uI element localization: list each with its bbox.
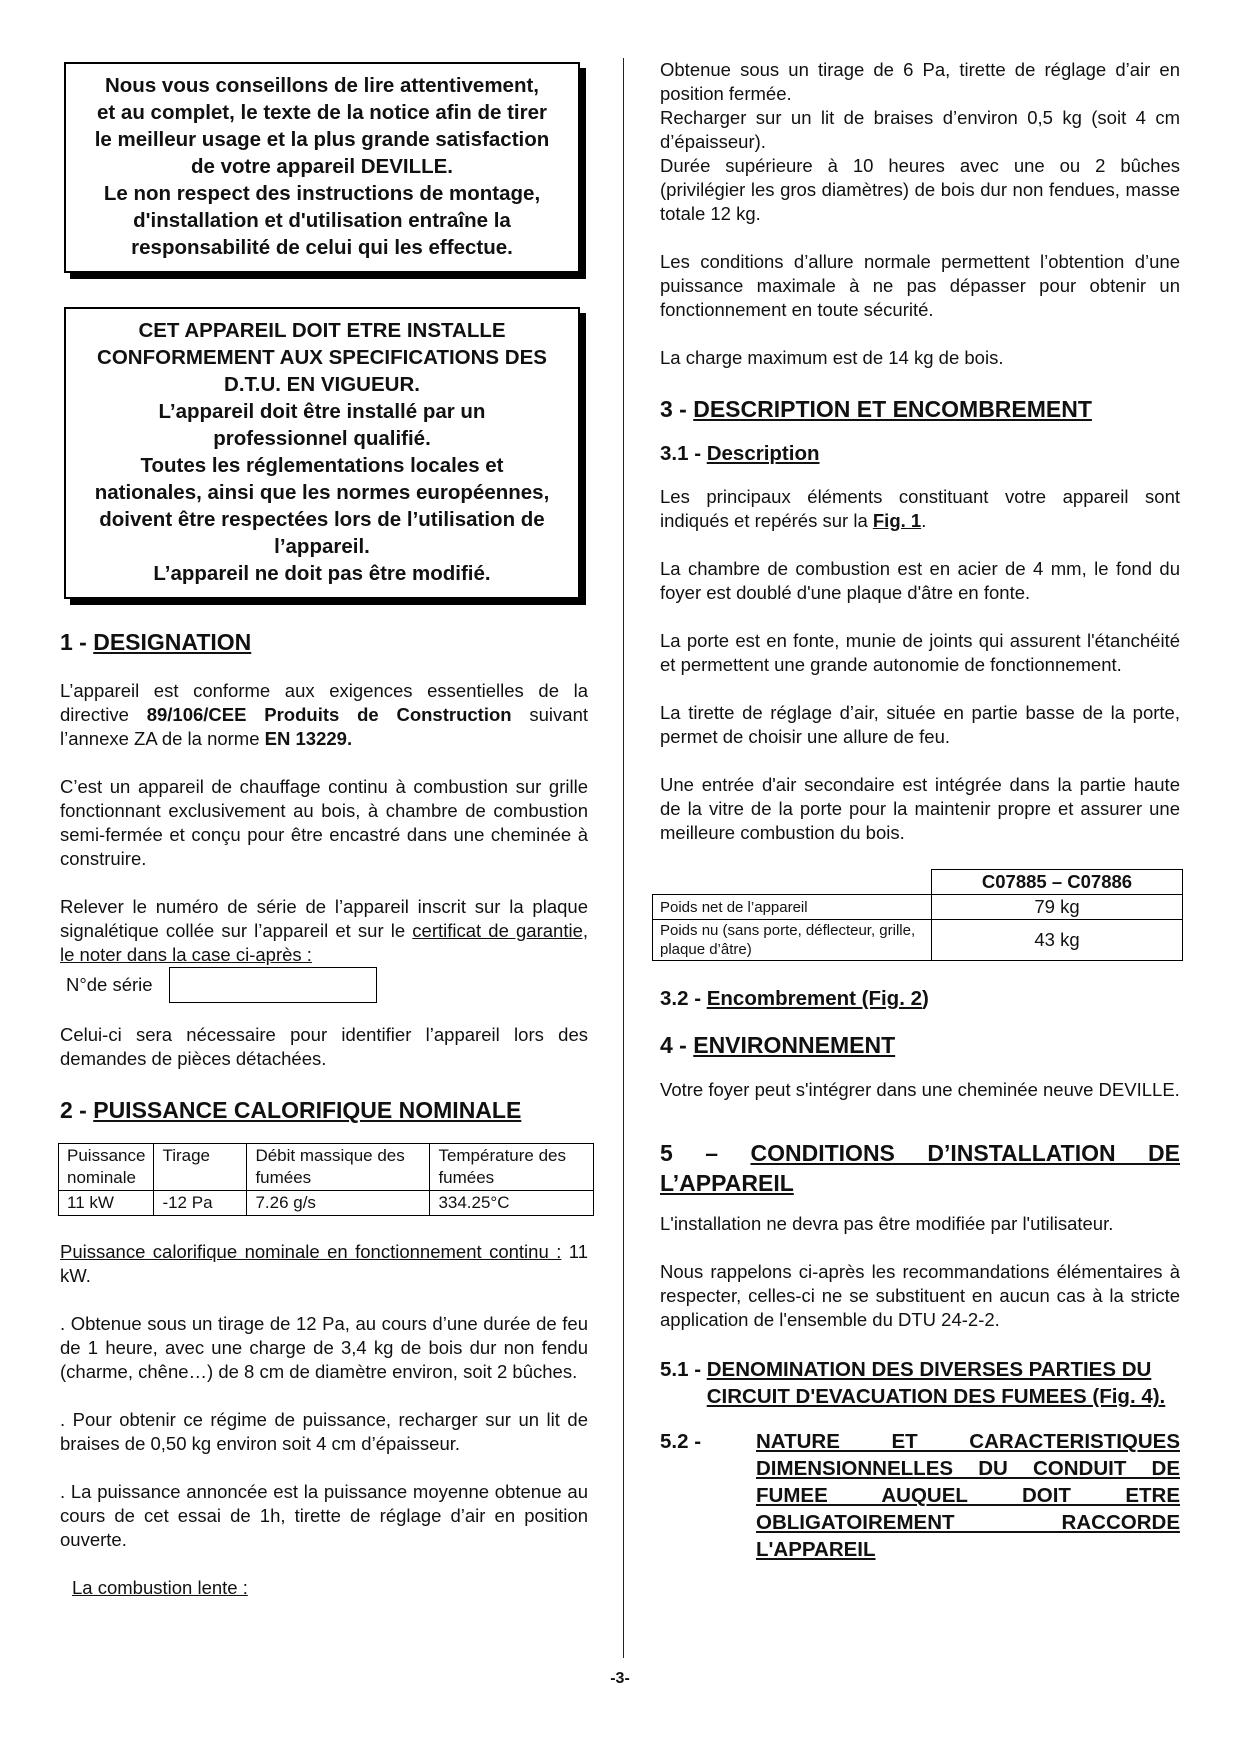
- installation-warning-box: [64, 307, 580, 599]
- notice-line: responsabilité de celui qui les effectue.: [131, 236, 513, 259]
- normal-conditions-paragraph: Les conditions d’allure normale permettent l’obtention d’une puissance maximale à ne pas dépasser pour obtenir un fonctionnement en toute sécurité.: [660, 251, 1180, 320]
- warning-line: L’appareil doit être installé par un: [158, 400, 486, 423]
- warning-line: nationales, ainsi que les normes européennes,: [94, 481, 550, 504]
- installation-paragraph: L'installation ne devra pas être modifiée par l'utilisateur.: [660, 1213, 1114, 1234]
- table-header-row: [653, 870, 1183, 895]
- table-row: [653, 920, 1183, 961]
- table-row: [59, 1191, 594, 1216]
- combustion-chamber-paragraph: La chambre de combustion est en acier de 4 mm, le fond du foyer est doublé d'une plaque d'âtre en fonte.: [660, 558, 1180, 603]
- table-header-cell: Tirage: [154, 1144, 247, 1191]
- slow-combustion-label: La combustion lente :: [72, 1577, 248, 1598]
- serial-number-paragraph: Relever le numéro de série de l’appareil inscrit sur la plaque signalétique collée sur l’appareil et sur le certificat de garantie, le noter dans la case ci-après :: [60, 896, 588, 965]
- notice-line: de votre appareil DEVILLE.: [190, 155, 453, 178]
- left-column: [60, 62, 588, 1600]
- table-row: [653, 895, 1183, 920]
- warning-line: CET APPAREIL DOIT ETRE INSTALLE: [138, 319, 506, 342]
- advice-notice-box: [64, 62, 580, 273]
- table-header-cell: Puissance nominale: [59, 1144, 154, 1191]
- slow-draft-paragraph: Obtenue sous un tirage de 6 Pa, tirette de réglage d’air en position fermée.: [660, 59, 1180, 104]
- weight-table: [652, 869, 1183, 961]
- notice-line: le meilleur usage et la plus grande satisfaction: [94, 128, 550, 151]
- notice-line: d'installation et d'utilisation entraîne la: [133, 209, 511, 232]
- notice-line: Nous vous conseillons de lire attentivement,: [104, 74, 540, 97]
- announced-power-paragraph: . La puissance annoncée est la puissance moyenne obtenue au cours de cet essai de 1h, tirette de réglage d’air en position ouverte.: [60, 1481, 588, 1550]
- serial-number-label: N°de série: [66, 974, 153, 995]
- environment-paragraph: Votre foyer peut s'intégrer dans une cheminée neuve DEVILLE.: [660, 1079, 1180, 1100]
- warning-line: doivent être respectées lors de l’utilisation de: [99, 508, 545, 531]
- section-3-2-heading: 3.2 - Encombrement (Fig. 2): [660, 987, 929, 1010]
- warning-line: l’appareil.: [274, 535, 370, 558]
- table-blank-cell: [653, 870, 932, 895]
- table-header-cell: Température des fumées: [430, 1144, 594, 1191]
- table-cell: Poids nu (sans porte, déflecteur, grille, plaque d’âtre): [653, 920, 932, 961]
- nominal-power-paragraph: Puissance calorifique nominale en fonctionnement continu : 11 kW.: [60, 1241, 588, 1286]
- section-2-heading: 2 - PUISSANCE CALORIFIQUE NOMINALE: [60, 1097, 522, 1123]
- air-damper-paragraph: La tirette de réglage d’air, située en partie basse de la porte, permet de choisir une allure de feu.: [660, 702, 1180, 747]
- table-cell: Poids net de l’appareil: [653, 895, 932, 920]
- table-cell: -12 Pa: [154, 1191, 247, 1216]
- section-5-2-heading: 5.2 - NATURE ET CARACTERISTIQUES DIMENSIONNELLES DU CONDUIT DE FUMEE AUQUEL DOIT ETRE OBLIGATOIREMENT RACCORDE L'APPAREIL: [660, 1430, 1180, 1561]
- warning-line: L’appareil ne doit pas être modifié.: [153, 562, 491, 585]
- slow-duration-paragraph: Durée supérieure à 10 heures avec une ou 2 bûches (privilégier les gros diamètres) de bois dur non fendues, masse totale 12 kg.: [660, 155, 1180, 224]
- warning-line: Toutes les réglementations locales et: [140, 454, 504, 477]
- draft-paragraph: . Obtenue sous un tirage de 12 Pa, au cours d’une durée de feu de 1 heure, avec une charge de 3,4 kg de bois dur non fendu (charme, chêne…) de 8 cm de diamètre environ, soit 2 bûches.: [60, 1313, 588, 1382]
- warning-line: CONFORMEMENT AUX SPECIFICATIONS DES: [97, 346, 547, 369]
- section-3-heading: 3 - DESCRIPTION ET ENCOMBREMENT: [660, 396, 1092, 422]
- recharge-paragraph: . Pour obtenir ce régime de puissance, recharger sur un lit de braises de 0,50 kg environ soit 4 cm d’épaisseur.: [60, 1409, 588, 1454]
- serial-number-row: [66, 967, 588, 1003]
- table-cell: 11 kW: [59, 1191, 154, 1216]
- slow-recharge-paragraph: Recharger sur un lit de braises d’environ 0,5 kg (soit 4 cm d’épaisseur).: [660, 107, 1180, 152]
- page-number: -3-: [610, 1670, 630, 1687]
- section-3-1-heading: 3.1 - Description: [660, 442, 820, 465]
- recommendations-paragraph: Nous rappelons ci-après les recommandations élémentaires à respecter, celles-ci ne se substituent en aucun cas à la stricte application de l'ensemble du DTU 24-2-2.: [660, 1261, 1180, 1330]
- designation-paragraph: L’appareil est conforme aux exigences essentielles de la directive 89/106/CEE Produits de Construction suivant l’annexe ZA de la norme EN 13229.: [60, 680, 588, 749]
- table-cell: 43 kg: [932, 920, 1183, 961]
- components-paragraph: Les principaux éléments constituant votre appareil sont indiqués et repérés sur la Fig. 1.: [660, 486, 1180, 531]
- power-table: [58, 1143, 594, 1216]
- secondary-air-paragraph: Une entrée d'air secondaire est intégrée dans la partie haute de la vitre de la porte pour la maintenir propre et assurer une meilleure combustion du bois.: [660, 774, 1180, 843]
- max-charge-paragraph: La charge maximum est de 14 kg de bois.: [660, 347, 1004, 368]
- right-column: [660, 58, 1180, 1563]
- serial-number-field[interactable]: [169, 967, 377, 1003]
- notice-line: Le non respect des instructions de montage,: [103, 182, 541, 205]
- door-paragraph: La porte est en fonte, munie de joints qui assurent l'étanchéité et permettent une grande autonomie de fonctionnement.: [660, 630, 1180, 675]
- table-header-cell: C07885 – C07886: [932, 870, 1183, 895]
- section-5-heading: 5 – CONDITIONS D’INSTALLATION DE L’APPAREIL: [660, 1140, 1180, 1196]
- section-1-heading: 1 - DESIGNATION: [60, 629, 252, 655]
- serial-usage-paragraph: Celui-ci sera nécessaire pour identifier l’appareil lors des demandes de pièces détachées.: [60, 1024, 588, 1069]
- section-5-1-heading: 5.1 - DENOMINATION DES DIVERSES PARTIES DU CIRCUIT D'EVACUATION DES FUMEES (Fig. 4).: [660, 1358, 1166, 1408]
- warning-line: D.T.U. EN VIGUEUR.: [224, 373, 420, 396]
- table-cell: 334.25°C: [430, 1191, 594, 1216]
- table-cell: 79 kg: [932, 895, 1183, 920]
- table-header-row: [59, 1144, 594, 1191]
- column-divider: [623, 58, 624, 1658]
- table-cell: 7.26 g/s: [247, 1191, 430, 1216]
- table-header-cell: Débit massique des fumées: [247, 1144, 430, 1191]
- warning-line: professionnel qualifié.: [213, 427, 431, 450]
- appliance-description-paragraph: C’est un appareil de chauffage continu à combustion sur grille fonctionnant exclusivement au bois, à chambre de combustion semi-fermée et conçu pour être encastré dans une cheminée à construire.: [60, 776, 588, 869]
- section-4-heading: 4 - ENVIRONNEMENT: [660, 1032, 896, 1058]
- notice-line: et au complet, le texte de la notice afin de tirer: [97, 101, 547, 124]
